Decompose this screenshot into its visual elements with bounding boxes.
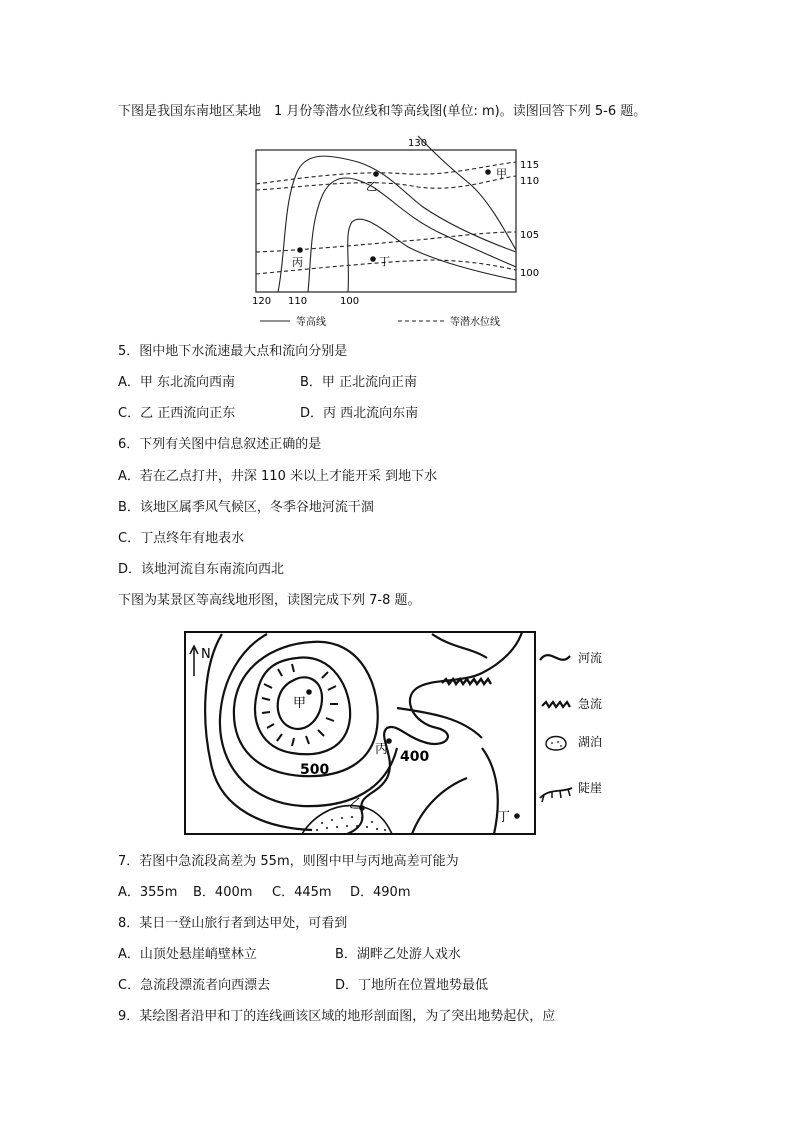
q8-option-b[interactable]: B．湖畔乙处游人戏水 [335,947,461,962]
label-yi: 乙 [366,180,377,193]
label-bing: 丙 [292,256,303,269]
label-jia: 甲 [496,167,507,180]
q7-option-d[interactable]: D．490m [350,885,411,900]
label-400: 400 [400,749,430,765]
q7-stem: 7．若图中急流段高差为 55m，则图中甲与丙地高差可能为 [118,854,459,869]
label-110-bottom: 110 [288,296,308,307]
q5-option-c[interactable]: C．乙 正西流向正东 [118,406,236,421]
point2-jia [306,689,312,695]
legend-lake-symbol [546,737,566,751]
legend-river-symbol [540,655,570,660]
q6-option-d[interactable]: D．该地河流自东南流向西北 [118,562,285,577]
north-label: N [201,647,211,662]
legend-water-label: 等潜水位线 [450,317,500,328]
q5-option-d[interactable]: D．丙 西北流向东南 [300,406,419,421]
q6-stem: 6．下列有关图中信息叙述正确的是 [118,437,322,452]
q8-option-d[interactable]: D．丁地所在位置地势最低 [335,978,489,993]
intro-text-2: 下图为某景区等高线地形图，读图完成下列 7-8 题。 [118,593,421,608]
legend-river-label: 河流 [578,651,603,665]
legend-contour-label: 等高线 [296,317,326,328]
q8-stem: 8．某日一登山旅行者到达甲处，可看到 [118,916,348,931]
water-line-115 [256,162,516,184]
label-115: 115 [520,160,540,171]
point2-ding [514,813,520,819]
legend-rapids-symbol [542,702,570,707]
label-100-right: 100 [520,268,540,279]
q5-option-a[interactable]: A．甲 东北流向西南 [118,375,236,390]
label2-yi: 乙 [349,797,363,812]
label2-bing: 丙 [375,742,389,757]
q9-stem: 9．某绘图者沿甲和丁的连线画该区域的地形剖面图，为了突出地势起伏，应 [118,1009,556,1024]
point-yi [373,171,379,177]
legend-cliff-label: 陡崖 [578,781,603,795]
figure-2-scenic-map [182,628,622,838]
q7-option-c[interactable]: C．445m [272,885,332,900]
q8-option-c[interactable]: C．急流段漂流者向西漂去 [118,978,271,993]
legend-rapids-label: 急流 [578,697,603,711]
label2-jia: 甲 [293,696,307,711]
label-120-bottom: 120 [252,296,272,307]
figure-1-contour-map [248,132,548,332]
contour-line-130 [418,136,516,250]
q6-option-a[interactable]: A．若在乙点打井，井深 110 米以上才能开采 到地下水 [118,469,438,484]
label-105: 105 [520,230,540,241]
legend-cliff-symbol [540,788,572,798]
river [347,632,522,834]
point-ding [370,256,376,262]
label-130: 130 [408,138,428,149]
q7-option-a[interactable]: A．355m [118,885,178,900]
contour-line-110 [308,178,516,292]
q5-option-b[interactable]: B．甲 正北流向正南 [300,375,418,390]
legend-lake-label: 湖泊 [578,735,603,749]
q7-option-b[interactable]: B．400m [193,885,253,900]
q6-option-c[interactable]: C．丁点终年有地表水 [118,531,245,546]
lake-dots [316,816,386,831]
lake [302,806,392,834]
point-bing [297,247,303,253]
label-ding: 丁 [379,255,390,268]
label-500: 500 [300,762,330,778]
label-110-right: 110 [520,176,540,187]
point-jia [485,169,491,175]
label-100-bottom: 100 [340,296,360,307]
q5-stem: 5．图中地下水流速最大点和流向分别是 [118,344,348,359]
q8-option-a[interactable]: A．山顶处悬崖峭壁林立 [118,947,257,962]
q6-option-b[interactable]: B．该地区属季风气候区，冬季谷地河流干涸 [118,500,374,515]
intro-text-1: 下图是我国东南地区某地 1 月份等潜水位线和等高线图(单位: m)。读图回答下列 5-6 题。 [118,104,647,119]
label2-ding: 丁 [497,810,511,825]
water-line-105 [256,232,516,252]
